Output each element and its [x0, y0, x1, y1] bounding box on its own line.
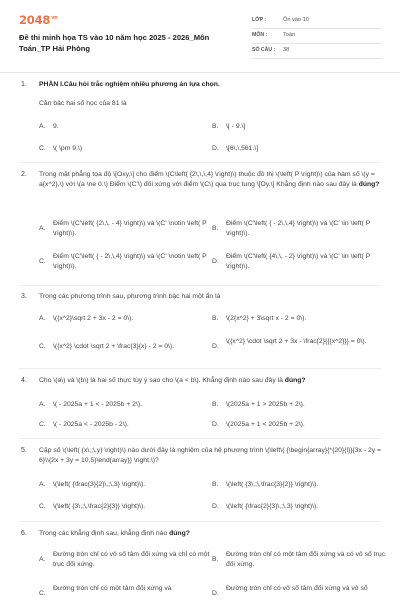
option-a[interactable]: A. \(\left( {\frac{3}{2}\,;\,3} \right)\). — [39, 481, 146, 488]
meta-row-subject — [252, 29, 382, 44]
question-text: Cho \(a\) và \(b\) là hai số thực tùy ý sao cho \(a < b\). Khẳng định nào sau đây là đúng? — [39, 377, 306, 384]
meta-class-value: Ôn vào 10 — [283, 17, 309, 24]
question-number: 3. — [21, 293, 27, 300]
question-text: Căn bậc hai số học của 81 là — [39, 100, 127, 107]
question-separator — [19, 438, 381, 439]
header — [0, 0, 400, 66]
option-d[interactable]: D. Điểm \(C'\left( {4\,\, - 2} \right)\) và \(C' \in \left( P \right)\). — [212, 253, 371, 270]
question-number: 5. — [21, 447, 27, 454]
option-c[interactable]: C. \( - 2025a < - 2025b - 2\). — [39, 421, 129, 428]
question-text: Cặp số \(\left( {x\,;\,y} \right)\) nào dưới đây là nghiệm của hệ phương trình \(\left\{ {\begin{array}{*{20}{l}}{3x - 2y = 6}\\{2x + 3y = 10,5}\end{array}} \right.\)? — [39, 447, 382, 464]
option-d[interactable]: D. \(\left( {\frac{2}{3}\,;\,3} \right)\). — [212, 503, 319, 510]
question-text: Trong mặt phẳng tọa độ \[Oxy,\] cho điểm \(C\left( {2\,\,\,4} \right)\) thuộc đồ thị \(\left( P \right)\) của hàm số \(y = a{x^2},\) với \(a \ne 0.\) Điểm \(C'\) đối xứng với điểm \(C\) qua trục tung \[Oy.\] Khẳng định nào sau đây là đúng? — [39, 171, 380, 188]
exam-meta-table — [252, 14, 382, 59]
question-number: 2. — [21, 171, 27, 178]
option-c[interactable]: C. \({x^2} \cdot \sqrt 2 + \frac{3}{x} - 2 = 0\). — [39, 343, 175, 350]
question-text: Trong các khẳng định sau, khẳng định nào đúng? — [39, 530, 190, 537]
option-a[interactable]: A. Điểm \(C'\left( {2\,\, - 4} \right)\) và \(C' \notin \left( P \right)\). — [39, 220, 207, 237]
question-text: Trong các phương trình sau, phương trình bậc hai một ẩn là — [39, 293, 221, 300]
option-a[interactable]: A. \( - 2025a + 1 < - 2025b + 2\). — [39, 401, 142, 408]
option-b[interactable]: B. Điểm \(C'\left( { - 2\,\,4} \right)\) và \(C' \in \left( P \right)\). — [212, 220, 371, 237]
question-separator — [19, 162, 381, 163]
option-b[interactable]: B. \[ - 9.\] — [212, 123, 246, 130]
header-divider — [0, 72, 400, 73]
option-b[interactable]: B. \(2025a + 1 > 2025b + 2\). — [212, 401, 305, 408]
question-separator — [19, 521, 381, 522]
option-c[interactable]: C. \( \pm 9.\) — [39, 145, 83, 152]
option-c[interactable]: C. Đường tròn chỉ có một tâm đối xứng và — [39, 585, 172, 597]
site-logo[interactable]: $2048^{vn}$ — [19, 13, 58, 27]
meta-count-value: 38 — [283, 47, 290, 54]
section-heading: PHẦN I.Câu hỏi trắc nghiệm nhiều phương án lựa chọn. — [39, 81, 220, 88]
option-b[interactable]: B. \(2{x^2} + 3\sqrt x - 2 = 0\). — [212, 315, 307, 322]
option-a[interactable]: A. \({x^2}\sqrt 2 + 3x - 2 = 0\). — [39, 315, 134, 322]
document-title: Đề thi minh họa TS vào 10 năm học 2025 - 2026_Môn Toán_TP Hải Phòng — [19, 33, 210, 53]
question-number: 4. — [21, 377, 27, 384]
meta-subject-value: Toán — [283, 32, 296, 39]
meta-row-count — [252, 44, 382, 59]
meta-row-class — [252, 14, 382, 29]
option-a[interactable]: A. Đường tròn chỉ có vô số tâm đối xứng và chỉ có một trục đối xứng. — [39, 551, 210, 568]
option-b[interactable]: B. Đường tròn chỉ có một tâm đối xứng và có vô số trục đối xứng. — [212, 551, 386, 568]
option-c[interactable]: C. Điểm \(C'\left( { - 2\,\,4} \right)\) và \(C' \notin \left( P \right)\). — [39, 253, 207, 270]
option-d[interactable]: D. \[6\,\,561.\] — [212, 145, 259, 152]
option-b[interactable]: B. \(\left( {3\,;\,\frac{3}{2}} \right)\). — [212, 481, 319, 488]
option-c[interactable]: C. \(\left( {3\,;\,\frac{2}{3}} \right)\). — [39, 503, 146, 510]
option-d[interactable]: D. Đường tròn chỉ có vô số tâm đối xứng và vô số — [212, 585, 368, 597]
question-separator — [19, 285, 381, 286]
meta-subject-label: MÔN : — [252, 32, 268, 39]
option-d[interactable]: D. \(2025a + 1 < 2025b + 2\). — [212, 421, 305, 428]
question-number: 1. — [21, 81, 27, 88]
meta-class-label: LỚP : — [252, 17, 267, 24]
question-separator — [19, 368, 381, 369]
option-d[interactable]: D. \({x^2} \cdot \sqrt 2 + 3x - \frac{2}{{{x^2}}} = 0\). — [212, 338, 367, 350]
option-a[interactable]: A. 9. — [39, 123, 59, 130]
question-number: 6. — [21, 530, 27, 537]
meta-count-label: SỐ CÂU : — [252, 47, 276, 54]
